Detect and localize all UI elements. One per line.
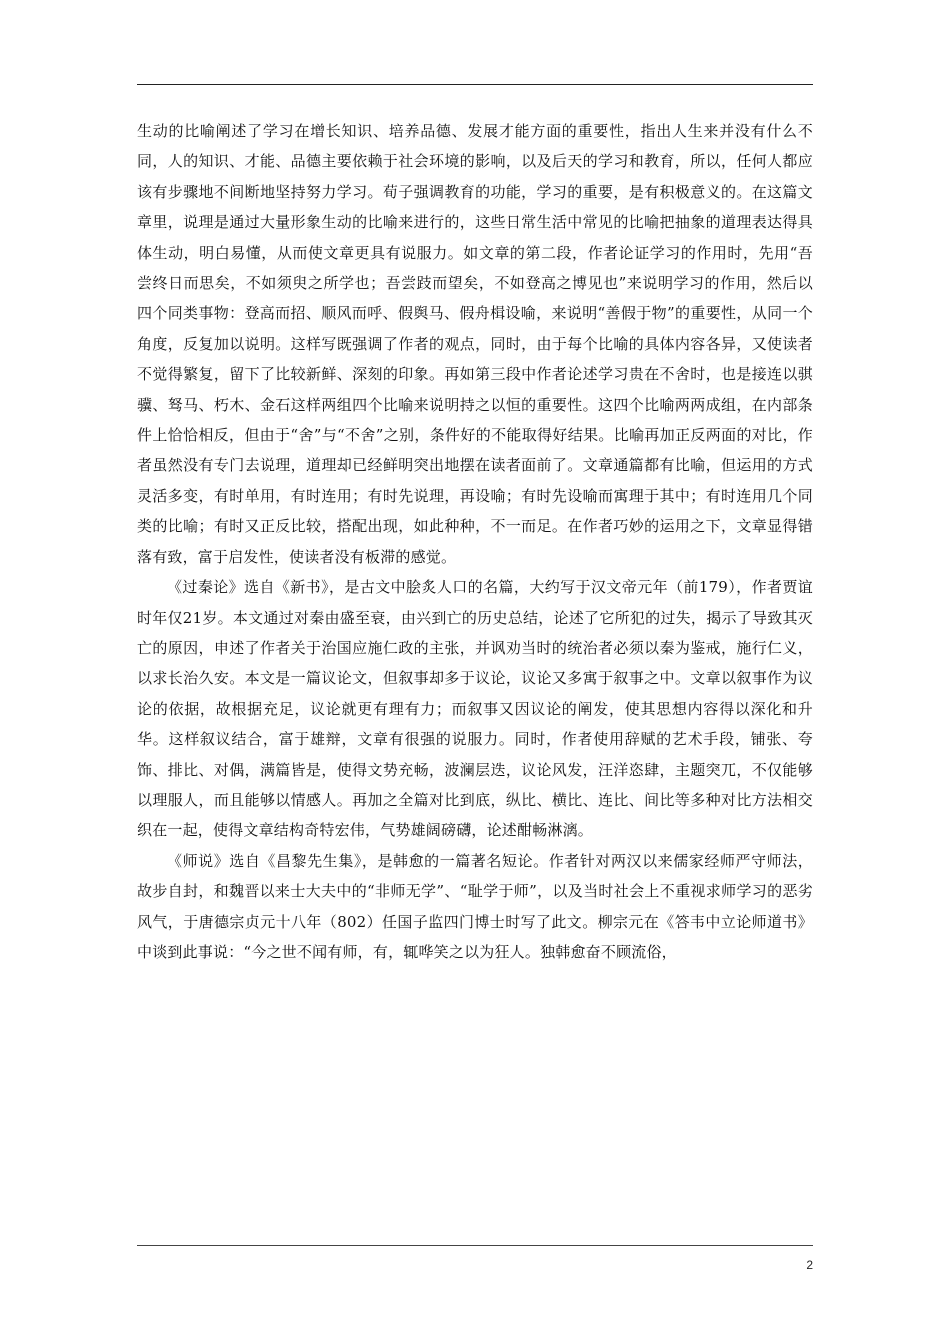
paragraph-xunzi-analysis: 生动的比喻阐述了学习在增长知识、培养品德、发展才能方面的重要性，指出人生来并没有什么不同，人的知识、才能、品德主要依赖于社会环境的影响，以及后天的学习和教育，所以，任何人都应该有步骤地不间断地坚持努力学习。荀子强调教育的功能，学习的重要，是有积极意义的。在这篇文章里，说理是通过大量形象生动的比喻来进行的，这些日常生活中常见的比喻把抽象的道理表达得具体生动，明白易懂，从而使文章更具有说服力。如文章的第二段，作者论证学习的作用时，先用“吾尝终日而思矣，不如须臾之所学也；吾尝跂而望矣，不如登高之博见也”来说明学习的作用，然后以四个同类事物：登高而招、顺风而呼、假舆马、假舟楫设喻，来说明“善假于物”的重要性，从同一个角度，反复加以说明。这样写既强调了作者的观点，同时，由于每个比喻的具体内容各异，又使读者不觉得繁复，留下了比较新鲜、深刻的印象。再如第三段中作者论述学习贵在不舍时，也是接连以骐骥、驽马、朽木、金石这样两组四个比喻来说明持之以恒的重要性。这四个比喻两两成组，在内部条件上恰恰相反，但由于“舍”与“不舍”之别，条件好的不能取得好结果。比喻再加正反两面的对比，作者虽然没有专门去说理，道理却已经鲜明突出地摆在读者面前了。文章通篇都有比喻，但运用的方式灵活多变，有时单用，有时连用；有时先说理，再设喻；有时先设喻而寓理于其中；有时连用几个同类的比喻；有时又正反比较，搭配出现，如此种种，不一而足。在作者巧妙的运用之下，文章显得错落有致，富于启发性，使读者没有板滞的感觉。 bbox=[137, 122, 813, 566]
paragraph-guo-qin-lun: 《过秦论》选自《新书》，是古文中脍炙人口的名篇，大约写于汉文帝元年（前179），作者贾谊时年仅21岁。本文通过对秦由盛至衰，由兴到亡的历史总结，论述了它所犯的过失，揭示了导致其灭亡的原因，申述了作者关于治国应施仁政的主张，并讽劝当时的统治者必须以秦为鉴戒，施行仁义，以求长治久安。本文是一篇议论文，但叙事却多于议论，议论又多寓于叙事之中。文章以叙事作为议论的依据，故根据充足，议论就更有理有力；而叙事又因议论的阐发，使其思想内容得以深化和升华。这样叙议结合，富于雄辩，文章有很强的说服力。同时，作者使用辞赋的艺术手段，铺张、夸饰、排比、对偶，满篇皆是，使得文势充畅，波澜层迭，议论风发，汪洋恣肆，主题突兀，不仅能够以理服人，而且能够以情感人。再加之全篇对比到底，纵比、横比、连比、间比等多种对比方法相交织在一起，使得文章结构奇特宏伟，气势雄阔磅礴，论述酣畅淋漓。 bbox=[137, 578, 813, 840]
page-number: 2 bbox=[806, 1258, 813, 1272]
page-body bbox=[137, 116, 813, 967]
footer-rule bbox=[137, 1245, 813, 1246]
header-rule bbox=[137, 84, 813, 85]
paragraph-shi-shuo: 《师说》选自《昌黎先生集》，是韩愈的一篇著名短论。作者针对两汉以来儒家经师严守师法，故步自封，和魏晋以来士大夫中的“非师无学”、“耻学于师”，以及当时社会上不重视求师学习的恶劣风气，于唐德宗贞元十八年（802）任国子监四门博士时写了此文。柳宗元在《答韦中立论师道书》中谈到此事说：“今之世不闻有师，有，辄哗笑之以为狂人。独韩愈奋不顾流俗， bbox=[137, 851, 813, 961]
